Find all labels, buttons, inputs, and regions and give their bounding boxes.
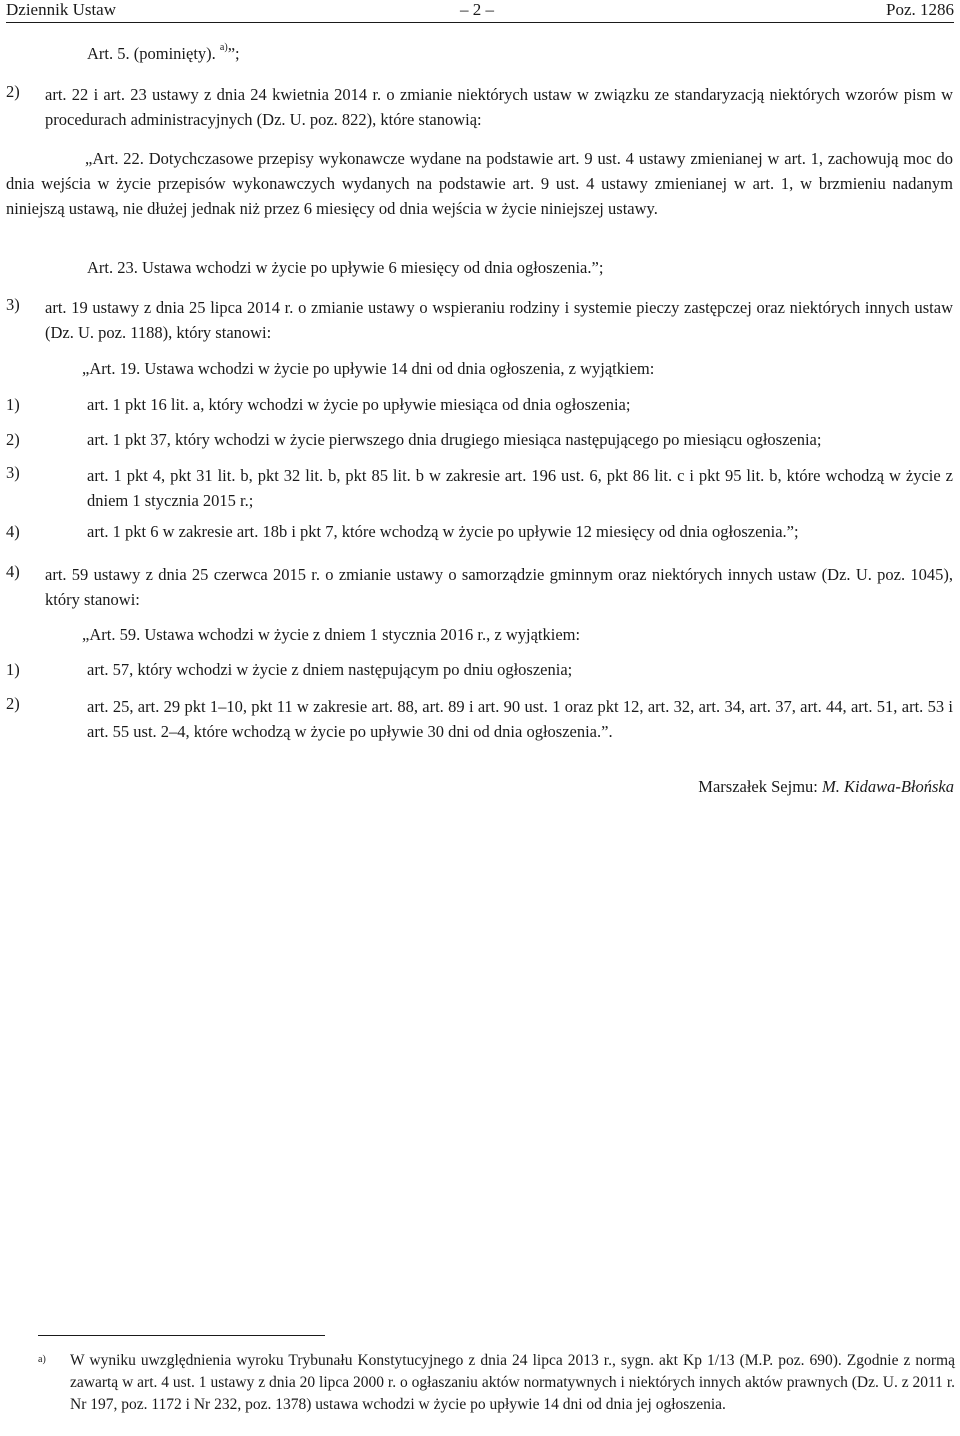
footnote-text: W wyniku uwzględnienia wyroku Trybunału Konstytucyjnego z dnia 24 lipca 2013 r., sygn. akt Kp 1/13 (M.P. poz. 690). Zgodnie z normą zawartą w art. 4 ust. 1 ustawy z dnia 20 lipca 2000 r. o ogłaszaniu aktów normatywnych i niektórych innych aktów prawnych (Dz. U. z 2011 r. Nr 197, poz. 1172 i Nr 232, poz. 1378) ustawa wchodzi w życie po upływie 14 dni od dnia jej ogłoszenia. — [70, 1352, 955, 1413]
footnote-divider — [38, 1335, 325, 1336]
subitem-number: 3) — [6, 463, 20, 482]
art5-tail: ”; — [227, 44, 240, 63]
subitem-number: 4) — [6, 522, 20, 541]
header-divider — [6, 22, 954, 23]
item-2-text: art. 22 i art. 23 ustawy z dnia 24 kwietnia 2014 r. o zmianie niektórych ustaw w związku ze standaryzacją niektórych wzorów pism w procedurach administracyjnych (Dz. U. poz. 822), które stanowią: — [45, 85, 953, 129]
art19-item-4: art. 1 pkt 6 w zakresie art. 18b i pkt 7, które wchodzą w życie po upływie 12 miesięcy od dnia ogłoszenia.”; — [87, 522, 799, 541]
position-number: Poz. 1286 — [886, 0, 954, 19]
art23-paragraph: Art. 23. Ustawa wchodzi w życie po upływie 6 miesięcy od dnia ogłoszenia.”; — [87, 258, 604, 277]
signature — [698, 777, 954, 797]
page-number: – 2 – — [460, 0, 494, 19]
art19-paragraph: „Art. 19. Ustawa wchodzi w życie po upływie 14 dni od dnia ogłoszenia, z wyjątkiem: — [82, 359, 655, 378]
journal-title: Dziennik Ustaw — [6, 0, 117, 19]
art59-paragraph: „Art. 59. Ustawa wchodzi w życie z dniem 1 stycznia 2016 r., z wyjątkiem: — [82, 625, 581, 644]
art5-line — [87, 44, 240, 64]
signature-label: Marszałek Sejmu: — [698, 777, 822, 796]
art59-item-1: art. 57, który wchodzi w życie z dniem następującym po dniu ogłoszenia; — [87, 660, 573, 679]
art5-text: Art. 5. (pominięty). — [87, 44, 216, 63]
art19-item-2: art. 1 pkt 37, który wchodzi w życie pierwszego dnia drugiego miesiąca następującego po miesiącu ogłoszenia; — [87, 430, 822, 449]
item-4-text: art. 59 ustawy z dnia 25 czerwca 2015 r. o zmianie ustawy o samorządzie gminnym oraz niektórych innych ustaw (Dz. U. poz. 1045), który stanowi: — [45, 565, 953, 609]
item-number: 4) — [6, 562, 20, 581]
art22-paragraph: „Art. 22. Dotychczasowe przepisy wykonawcze wydane na podstawie art. 9 ust. 4 ustawy zmienianej w art. 1, zachowują moc do dnia wejścia w życie przepisów wykonawczych wydanych na podstawie art. 9 ust. 4 ustawy zmienianej w art. 1, w brzmieniu nadanym niniejszą ustawą, nie dłużej jednak niż przez 6 miesięcy od dnia wejścia w życie niniejszej ustawy. — [6, 149, 953, 218]
item-number: 3) — [6, 295, 20, 314]
art19-item-1: art. 1 pkt 16 lit. a, który wchodzi w życie po upływie miesiąca od dnia ogłoszenia; — [87, 395, 631, 414]
subitem-number: 2) — [6, 430, 20, 449]
art59-item-2: art. 25, art. 29 pkt 1–10, pkt 11 w zakresie art. 88, art. 89 i art. 90 ust. 1 oraz pkt 12, art. 32, art. 34, art. 37, art. 44, art. 51, art. 53 i art. 55 ust. 2–4, które wchodzą w życie po upływie 30 dni od dnia ogłoszenia.”. — [87, 697, 953, 741]
signature-name: M. Kidawa-Błońska — [822, 777, 954, 796]
subitem-number: 1) — [6, 395, 20, 414]
footnote-ref: a) — [219, 42, 228, 53]
subitem-number: 2) — [6, 694, 20, 713]
subitem-number: 1) — [6, 660, 20, 679]
footnote-mark: a) — [38, 1354, 46, 1365]
art19-item-3: art. 1 pkt 4, pkt 31 lit. b, pkt 32 lit. b, pkt 85 lit. b w zakresie art. 196 ust. 6, pkt 86 lit. c i pkt 95 lit. b, które wchodzą w życie z dniem 1 stycznia 2015 r.; — [87, 466, 953, 510]
item-3-text: art. 19 ustawy z dnia 25 lipca 2014 r. o zmianie ustawy o wspieraniu rodziny i systemie pieczy zastępczej oraz niektórych innych ustaw (Dz. U. poz. 1188), który stanowi: — [45, 298, 953, 342]
item-number: 2) — [6, 82, 20, 101]
